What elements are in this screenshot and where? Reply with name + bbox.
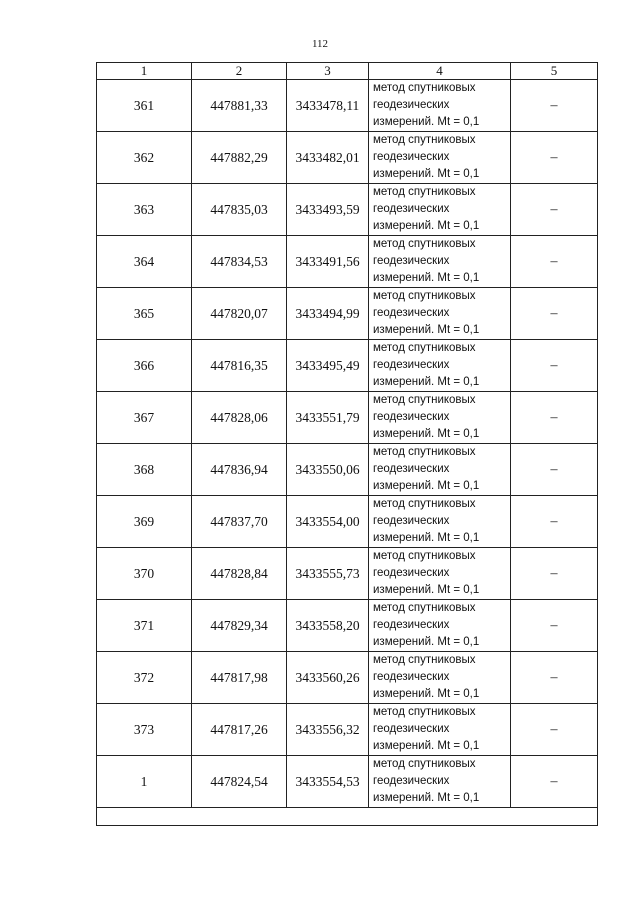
point-number-cell: 366 [97,340,192,392]
method-line: метод спутниковых [373,342,476,354]
note-cell: – [511,496,598,548]
method-line: метод спутниковых [373,186,476,198]
method-line: геодезических [373,203,450,215]
table-row [97,444,598,496]
method-line: метод спутниковых [373,706,476,718]
method-line: метод спутниковых [373,550,476,562]
y-coordinate-cell: 3433554,53 [287,756,369,808]
method-line: геодезических [373,515,450,527]
table-header-row [97,63,598,80]
x-coordinate-cell: 447835,03 [192,184,287,236]
y-coordinate-cell: 3433558,20 [287,600,369,652]
method-line: геодезических [373,99,450,111]
table-row [97,184,598,236]
method-line: измерений. Mt = 0,1 [373,220,480,232]
method-line: метод спутниковых [373,290,476,302]
x-coordinate-cell: 447834,53 [192,236,287,288]
point-number-cell: 372 [97,652,192,704]
x-coordinate-cell: 447817,98 [192,652,287,704]
method-line: измерений. Mt = 0,1 [373,168,480,180]
point-number-cell: 373 [97,704,192,756]
table-row [97,236,598,288]
method-line: геодезических [373,463,450,475]
y-coordinate-cell: 3433495,49 [287,340,369,392]
y-coordinate-cell: 3433551,79 [287,392,369,444]
header-col-4: 4 [369,63,511,80]
method-line: метод спутниковых [373,82,476,94]
x-coordinate-cell: 447837,70 [192,496,287,548]
note-cell: – [511,132,598,184]
point-number-cell: 363 [97,184,192,236]
method-line: измерений. Mt = 0,1 [373,740,480,752]
method-line: измерений. Mt = 0,1 [373,480,480,492]
note-cell: – [511,600,598,652]
x-coordinate-cell: 447824,54 [192,756,287,808]
method-line: измерений. Mt = 0,1 [373,376,480,388]
method-line: измерений. Mt = 0,1 [373,428,480,440]
note-cell: – [511,288,598,340]
method-cell [369,756,511,808]
method-line: измерений. Mt = 0,1 [373,688,480,700]
point-number-cell: 365 [97,288,192,340]
header-col-1: 1 [97,63,192,80]
y-coordinate-cell: 3433556,32 [287,704,369,756]
table-row [97,80,598,132]
empty-row [97,808,598,826]
note-cell: – [511,184,598,236]
header-col-5: 5 [511,63,598,80]
point-number-cell: 371 [97,600,192,652]
y-coordinate-cell: 3433550,06 [287,444,369,496]
x-coordinate-cell: 447817,26 [192,704,287,756]
y-coordinate-cell: 3433494,99 [287,288,369,340]
note-cell: – [511,704,598,756]
x-coordinate-cell: 447828,06 [192,392,287,444]
method-line: метод спутниковых [373,134,476,146]
method-cell [369,444,511,496]
method-line: геодезических [373,619,450,631]
y-coordinate-cell: 3433560,26 [287,652,369,704]
header-col-2: 2 [192,63,287,80]
note-cell: – [511,444,598,496]
method-cell [369,80,511,132]
method-line: метод спутниковых [373,498,476,510]
x-coordinate-cell: 447828,84 [192,548,287,600]
table-row [97,756,598,808]
table-row [97,288,598,340]
note-cell: – [511,548,598,600]
x-coordinate-cell: 447816,35 [192,340,287,392]
method-line: геодезических [373,567,450,579]
y-coordinate-cell: 3433555,73 [287,548,369,600]
note-cell: – [511,756,598,808]
point-number-cell: 362 [97,132,192,184]
method-line: геодезических [373,671,450,683]
note-cell: – [511,340,598,392]
header-col-3: 3 [287,63,369,80]
method-line: измерений. Mt = 0,1 [373,532,480,544]
method-line: геодезических [373,151,450,163]
method-line: метод спутниковых [373,758,476,770]
table-row [97,704,598,756]
method-line: измерений. Mt = 0,1 [373,792,480,804]
y-coordinate-cell: 3433554,00 [287,496,369,548]
point-number-cell: 370 [97,548,192,600]
y-coordinate-cell: 3433478,11 [287,80,369,132]
note-cell: – [511,392,598,444]
table-row [97,548,598,600]
table-row [97,132,598,184]
method-cell [369,652,511,704]
method-line: геодезических [373,775,450,787]
method-cell [369,288,511,340]
method-line: геодезических [373,359,450,371]
note-cell: – [511,236,598,288]
method-cell [369,548,511,600]
method-cell [369,496,511,548]
table-row [97,392,598,444]
method-line: геодезических [373,723,450,735]
empty-cell [97,808,598,826]
method-cell [369,340,511,392]
method-line: геодезических [373,255,450,267]
method-cell [369,236,511,288]
point-number-cell: 368 [97,444,192,496]
y-coordinate-cell: 3433482,01 [287,132,369,184]
y-coordinate-cell: 3433491,56 [287,236,369,288]
method-line: геодезических [373,411,450,423]
method-line: метод спутниковых [373,654,476,666]
point-number-cell: 1 [97,756,192,808]
table-row [97,340,598,392]
x-coordinate-cell: 447829,34 [192,600,287,652]
method-line: метод спутниковых [373,446,476,458]
point-number-cell: 369 [97,496,192,548]
method-cell [369,392,511,444]
table-row [97,652,598,704]
note-cell: – [511,80,598,132]
method-cell [369,184,511,236]
method-line: геодезических [373,307,450,319]
method-line: измерений. Mt = 0,1 [373,116,480,128]
note-cell: – [511,652,598,704]
table-row [97,600,598,652]
x-coordinate-cell: 447881,33 [192,80,287,132]
x-coordinate-cell: 447820,07 [192,288,287,340]
method-line: метод спутниковых [373,394,476,406]
x-coordinate-cell: 447836,94 [192,444,287,496]
method-cell [369,600,511,652]
method-cell [369,704,511,756]
page-number: 112 [311,38,329,50]
coordinates-table [96,62,598,826]
method-line: измерений. Mt = 0,1 [373,324,480,336]
table-row [97,496,598,548]
x-coordinate-cell: 447882,29 [192,132,287,184]
method-line: измерений. Mt = 0,1 [373,636,480,648]
method-cell [369,132,511,184]
method-line: измерений. Mt = 0,1 [373,272,480,284]
y-coordinate-cell: 3433493,59 [287,184,369,236]
method-line: измерений. Mt = 0,1 [373,584,480,596]
method-line: метод спутниковых [373,602,476,614]
point-number-cell: 364 [97,236,192,288]
method-line: метод спутниковых [373,238,476,250]
point-number-cell: 367 [97,392,192,444]
point-number-cell: 361 [97,80,192,132]
